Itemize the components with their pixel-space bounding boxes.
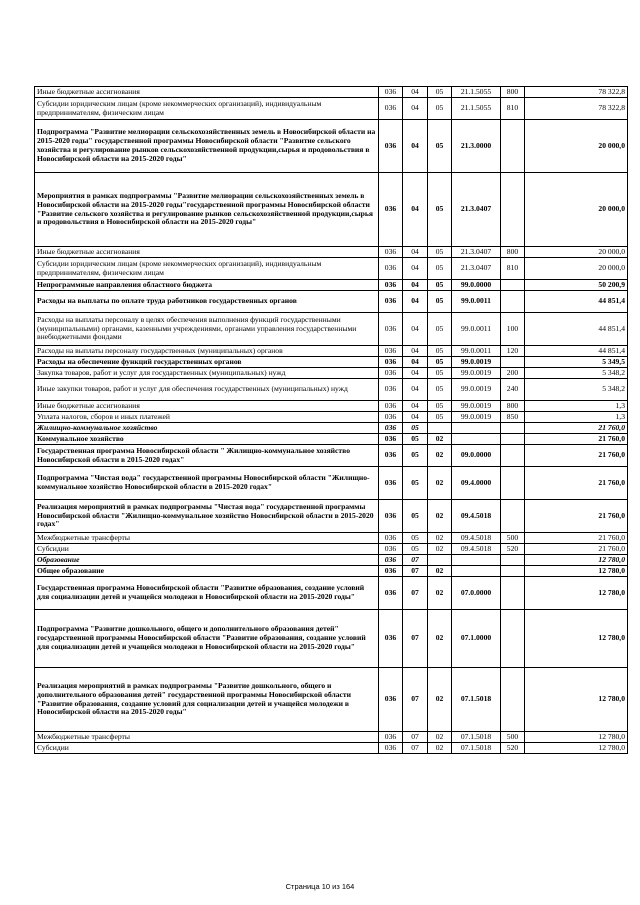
- cell-description: Субсидии юридическим лицам (кроме некоммерческих организаций), индивидуальным предпринимателям, физическим лицам: [35, 98, 379, 120]
- cell-subsection-code: 02: [428, 577, 452, 610]
- cell-amount: 21 760,0: [525, 500, 628, 533]
- cell-target-article: [452, 423, 501, 434]
- cell-section-code: 07: [403, 610, 428, 668]
- cell-amount: 50 200,9: [525, 280, 628, 291]
- table-row: [35, 500, 628, 533]
- cell-description: Жилищно-коммунальное хозяйство: [35, 423, 379, 434]
- cell-description: Реализация мероприятий в рамках подпрограммы "Чистая вода" государственной программы Новосибирской области "Жилищно-коммунальное хозяйство Новосибирской области в 2015-2020 годах": [35, 500, 379, 533]
- cell-subsection-code: 02: [428, 434, 452, 445]
- cell-subsection-code: 02: [428, 500, 452, 533]
- cell-section-code: 05: [403, 533, 428, 544]
- cell-subsection-code: 02: [428, 610, 452, 668]
- cell-description: Непрограммные направления областного бюджета: [35, 280, 379, 291]
- cell-description: Закупка товаров, работ и услуг для государственных (муниципальных) нужд: [35, 368, 379, 379]
- cell-amount: 12 780,0: [525, 743, 628, 754]
- table-row: [35, 412, 628, 423]
- cell-amount: 44 851,4: [525, 313, 628, 346]
- cell-subsection-code: 02: [428, 533, 452, 544]
- cell-department-code: 036: [379, 120, 403, 173]
- cell-target-article: 07.0.0000: [452, 577, 501, 610]
- cell-amount: 5 349,5: [525, 357, 628, 368]
- cell-description: Иные бюджетные ассигнования: [35, 87, 379, 98]
- cell-section-code: 04: [403, 346, 428, 357]
- cell-section-code: 04: [403, 379, 428, 401]
- cell-department-code: 036: [379, 500, 403, 533]
- cell-department-code: 036: [379, 247, 403, 258]
- table-row: [35, 173, 628, 247]
- cell-department-code: 036: [379, 566, 403, 577]
- cell-amount: 12 780,0: [525, 577, 628, 610]
- cell-department-code: 036: [379, 434, 403, 445]
- table-row: [35, 291, 628, 313]
- page-footer: [0, 882, 640, 891]
- cell-subsection-code: 02: [428, 445, 452, 467]
- cell-section-code: 05: [403, 423, 428, 434]
- cell-expense-type: 520: [501, 743, 525, 754]
- cell-department-code: 036: [379, 445, 403, 467]
- cell-amount: 20 000,0: [525, 173, 628, 247]
- cell-section-code: 04: [403, 247, 428, 258]
- cell-expense-type: 500: [501, 533, 525, 544]
- cell-subsection-code: [428, 423, 452, 434]
- cell-expense-type: 120: [501, 346, 525, 357]
- cell-amount: 21 760,0: [525, 445, 628, 467]
- cell-expense-type: [501, 500, 525, 533]
- cell-target-article: 99.0.0011: [452, 313, 501, 346]
- cell-target-article: 99.0.0019: [452, 368, 501, 379]
- cell-department-code: 036: [379, 467, 403, 500]
- cell-target-article: 99.0.0011: [452, 291, 501, 313]
- cell-department-code: 036: [379, 423, 403, 434]
- cell-department-code: 036: [379, 258, 403, 280]
- cell-section-code: 05: [403, 544, 428, 555]
- cell-subsection-code: 05: [428, 173, 452, 247]
- cell-expense-type: 520: [501, 544, 525, 555]
- table-row: [35, 566, 628, 577]
- cell-target-article: 09.4.5018: [452, 544, 501, 555]
- table-row: [35, 313, 628, 346]
- cell-subsection-code: 02: [428, 566, 452, 577]
- cell-section-code: 04: [403, 313, 428, 346]
- cell-section-code: 04: [403, 87, 428, 98]
- cell-department-code: 036: [379, 743, 403, 754]
- cell-target-article: 21.3.0000: [452, 120, 501, 173]
- cell-subsection-code: 05: [428, 258, 452, 280]
- table-row: [35, 743, 628, 754]
- cell-target-article: 09.4.5018: [452, 500, 501, 533]
- cell-description: Подпрограмма "Чистая вода" государственной программы Новосибирской области "Жилищно-коммунальное хозяйство Новосибирской области в 2015-2020 годах": [35, 467, 379, 500]
- cell-expense-type: 800: [501, 401, 525, 412]
- cell-target-article: 21.3.0407: [452, 247, 501, 258]
- cell-subsection-code: 05: [428, 368, 452, 379]
- cell-department-code: 036: [379, 401, 403, 412]
- cell-amount: 21 760,0: [525, 533, 628, 544]
- cell-amount: 5 348,2: [525, 379, 628, 401]
- cell-target-article: 99.0.0019: [452, 379, 501, 401]
- table-row: [35, 280, 628, 291]
- cell-department-code: 036: [379, 98, 403, 120]
- cell-amount: 78 322,8: [525, 98, 628, 120]
- cell-amount: 21 760,0: [525, 434, 628, 445]
- cell-subsection-code: [428, 555, 452, 566]
- cell-target-article: 21.3.0407: [452, 173, 501, 247]
- cell-subsection-code: 05: [428, 379, 452, 401]
- table-row: [35, 423, 628, 434]
- cell-subsection-code: 05: [428, 87, 452, 98]
- cell-description: Реализация мероприятий в рамках подпрограммы "Развитие дошкольного, общего и дополнительного образования детей" государственной программы Новосибирской области "Развитие образования, создание условий для социализации детей и учащейся молодежи в Новосибирской области на 2015-2020 годы": [35, 668, 379, 732]
- table-row: [35, 533, 628, 544]
- table-row: [35, 668, 628, 732]
- cell-section-code: 04: [403, 412, 428, 423]
- cell-description: Субсидии юридическим лицам (кроме некоммерческих организаций), индивидуальным предпринимателям, физическим лицам: [35, 258, 379, 280]
- cell-expense-type: 800: [501, 87, 525, 98]
- cell-subsection-code: 05: [428, 247, 452, 258]
- cell-subsection-code: 02: [428, 743, 452, 754]
- cell-expense-type: [501, 173, 525, 247]
- table-row: [35, 434, 628, 445]
- cell-amount: 1,3: [525, 412, 628, 423]
- cell-department-code: 036: [379, 346, 403, 357]
- cell-amount: 5 348,2: [525, 368, 628, 379]
- cell-department-code: 036: [379, 610, 403, 668]
- cell-expense-type: [501, 467, 525, 500]
- cell-department-code: 036: [379, 577, 403, 610]
- cell-amount: 20 000,0: [525, 120, 628, 173]
- cell-description: Иные закупки товаров, работ и услуг для обеспечения государственных (муниципальных) нужд: [35, 379, 379, 401]
- cell-target-article: [452, 555, 501, 566]
- cell-amount: 20 000,0: [525, 247, 628, 258]
- cell-description: Подпрограмма "Развитие мелиорации сельскохозяйственных земель в Новосибирской области на 2015-2020 годы" государственной программы Новосибирской области "Развитие сельского хозяйства и регулирование рынков сельскохозяйственной продукции,сырья и продовольствия в Новосибирской области на 2015-2020 годы": [35, 120, 379, 173]
- cell-expense-type: [501, 357, 525, 368]
- budget-table-body: [35, 87, 628, 754]
- cell-expense-type: 810: [501, 98, 525, 120]
- cell-description: Коммунальное хозяйство: [35, 434, 379, 445]
- cell-expense-type: [501, 423, 525, 434]
- cell-expense-type: 850: [501, 412, 525, 423]
- cell-department-code: 036: [379, 379, 403, 401]
- cell-department-code: 036: [379, 533, 403, 544]
- cell-subsection-code: 05: [428, 401, 452, 412]
- cell-department-code: 036: [379, 87, 403, 98]
- cell-section-code: 05: [403, 467, 428, 500]
- cell-section-code: 07: [403, 668, 428, 732]
- cell-target-article: 09.0.0000: [452, 445, 501, 467]
- cell-subsection-code: 02: [428, 544, 452, 555]
- cell-description: Государственная программа Новосибирской области "Развитие образования, создание условий для социализации детей и учащейся молодежи в Новосибирской области на 2015-2020 годы": [35, 577, 379, 610]
- cell-description: Межбюджетные трансферты: [35, 533, 379, 544]
- cell-subsection-code: 02: [428, 467, 452, 500]
- cell-expense-type: 500: [501, 732, 525, 743]
- cell-section-code: 05: [403, 500, 428, 533]
- cell-description: Государственная программа Новосибирской области " Жилищно-коммунальное хозяйство Новосибирской области в 2015-2020 годах": [35, 445, 379, 467]
- cell-subsection-code: 05: [428, 313, 452, 346]
- cell-expense-type: 100: [501, 313, 525, 346]
- cell-target-article: 99.0.0019: [452, 412, 501, 423]
- cell-target-article: 99.0.0019: [452, 357, 501, 368]
- cell-expense-type: [501, 610, 525, 668]
- cell-target-article: 21.1.5055: [452, 98, 501, 120]
- cell-amount: 78 322,8: [525, 87, 628, 98]
- cell-department-code: 036: [379, 732, 403, 743]
- cell-target-article: 21.3.0407: [452, 258, 501, 280]
- cell-amount: 44 851,4: [525, 291, 628, 313]
- table-row: [35, 247, 628, 258]
- cell-section-code: 07: [403, 732, 428, 743]
- cell-amount: 12 780,0: [525, 732, 628, 743]
- cell-target-article: 07.1.5018: [452, 668, 501, 732]
- cell-subsection-code: 02: [428, 668, 452, 732]
- cell-department-code: 036: [379, 280, 403, 291]
- cell-section-code: 04: [403, 401, 428, 412]
- cell-section-code: 05: [403, 434, 428, 445]
- cell-description: Мероприятия в рамках подпрограммы "Развитие мелиорации сельскохозяйственных земель в Новосибирской области на 2015-2020 годы"государственной программы Новосибирской области "Развитие сельского хозяйства и регулирование рынков сельскохозяйственной продукции,сырья и продовольствия в Новосибирской области на 2015-2020 годы": [35, 173, 379, 247]
- cell-description: Расходы на обеспечение функций государственных органов: [35, 357, 379, 368]
- page-number-label: Страница 10 из 164: [285, 882, 355, 891]
- cell-department-code: 036: [379, 291, 403, 313]
- cell-expense-type: [501, 291, 525, 313]
- cell-description: Образование: [35, 555, 379, 566]
- cell-subsection-code: 05: [428, 346, 452, 357]
- cell-section-code: 04: [403, 291, 428, 313]
- cell-subsection-code: 05: [428, 291, 452, 313]
- cell-expense-type: [501, 445, 525, 467]
- cell-section-code: 05: [403, 445, 428, 467]
- cell-section-code: 04: [403, 173, 428, 247]
- cell-expense-type: [501, 555, 525, 566]
- cell-expense-type: [501, 566, 525, 577]
- cell-section-code: 04: [403, 368, 428, 379]
- cell-amount: 12 780,0: [525, 566, 628, 577]
- cell-department-code: 036: [379, 313, 403, 346]
- cell-subsection-code: 02: [428, 732, 452, 743]
- table-row: [35, 610, 628, 668]
- cell-description: Субсидии: [35, 544, 379, 555]
- cell-department-code: 036: [379, 412, 403, 423]
- cell-expense-type: [501, 280, 525, 291]
- cell-target-article: 99.0.0011: [452, 346, 501, 357]
- table-row: [35, 87, 628, 98]
- table-row: [35, 98, 628, 120]
- table-row: [35, 379, 628, 401]
- cell-subsection-code: 05: [428, 98, 452, 120]
- cell-description: Субсидии: [35, 743, 379, 754]
- table-row: [35, 368, 628, 379]
- cell-amount: 21 760,0: [525, 544, 628, 555]
- cell-expense-type: 800: [501, 247, 525, 258]
- cell-subsection-code: 05: [428, 412, 452, 423]
- cell-department-code: 036: [379, 555, 403, 566]
- cell-target-article: 09.4.0000: [452, 467, 501, 500]
- cell-target-article: 09.4.5018: [452, 533, 501, 544]
- cell-description: Расходы на выплаты персоналу в целях обеспечения выполнения функций государственными (муниципальными) органами, казенными учреждениями, органами управления государственными внебюджетными фондами: [35, 313, 379, 346]
- cell-section-code: 07: [403, 566, 428, 577]
- cell-amount: 20 000,0: [525, 258, 628, 280]
- cell-description: Иные бюджетные ассигнования: [35, 247, 379, 258]
- cell-target-article: 99.0.0000: [452, 280, 501, 291]
- table-row: [35, 577, 628, 610]
- cell-section-code: 07: [403, 555, 428, 566]
- cell-description: Иные бюджетные ассигнования: [35, 401, 379, 412]
- cell-section-code: 07: [403, 577, 428, 610]
- cell-description: Расходы на выплаты персоналу государственных (муниципальных) органов: [35, 346, 379, 357]
- cell-target-article: 07.1.0000: [452, 610, 501, 668]
- cell-department-code: 036: [379, 173, 403, 247]
- cell-target-article: 07.1.5018: [452, 732, 501, 743]
- cell-section-code: 04: [403, 258, 428, 280]
- table-row: [35, 445, 628, 467]
- cell-subsection-code: 05: [428, 120, 452, 173]
- cell-subsection-code: 05: [428, 280, 452, 291]
- cell-description: Уплата налогов, сборов и иных платежей: [35, 412, 379, 423]
- table-row: [35, 467, 628, 500]
- cell-section-code: 04: [403, 120, 428, 173]
- cell-section-code: 04: [403, 98, 428, 120]
- cell-description: Межбюджетные трансферты: [35, 732, 379, 743]
- cell-expense-type: [501, 120, 525, 173]
- cell-description: Подпрограмма "Развитие дошкольного, общего и дополнительного образования детей" государственной программы Новосибирской области "Развитие образования, создание условий для социализации детей и учащейся молодежи в Новосибирской области на 2015-2020 годы": [35, 610, 379, 668]
- table-row: [35, 258, 628, 280]
- cell-department-code: 036: [379, 357, 403, 368]
- cell-department-code: 036: [379, 668, 403, 732]
- table-row: [35, 555, 628, 566]
- cell-amount: 12 780,0: [525, 610, 628, 668]
- cell-expense-type: 240: [501, 379, 525, 401]
- cell-amount: 12 780,0: [525, 555, 628, 566]
- cell-expense-type: 200: [501, 368, 525, 379]
- cell-expense-type: [501, 668, 525, 732]
- cell-amount: 21 760,0: [525, 467, 628, 500]
- cell-department-code: 036: [379, 368, 403, 379]
- table-row: [35, 357, 628, 368]
- budget-table: [34, 86, 628, 754]
- cell-target-article: 21.1.5055: [452, 87, 501, 98]
- cell-target-article: 07.1.5018: [452, 743, 501, 754]
- cell-department-code: 036: [379, 544, 403, 555]
- cell-subsection-code: 05: [428, 357, 452, 368]
- cell-target-article: [452, 434, 501, 445]
- cell-target-article: 99.0.0019: [452, 401, 501, 412]
- cell-expense-type: 810: [501, 258, 525, 280]
- cell-amount: 12 780,0: [525, 668, 628, 732]
- cell-amount: 1,3: [525, 401, 628, 412]
- table-row: [35, 401, 628, 412]
- cell-section-code: 04: [403, 280, 428, 291]
- cell-amount: 44 851,4: [525, 346, 628, 357]
- cell-section-code: 07: [403, 743, 428, 754]
- cell-section-code: 04: [403, 357, 428, 368]
- table-row: [35, 346, 628, 357]
- cell-amount: 21 760,0: [525, 423, 628, 434]
- cell-expense-type: [501, 434, 525, 445]
- cell-expense-type: [501, 577, 525, 610]
- table-row: [35, 732, 628, 743]
- cell-description: Расходы на выплаты по оплате труда работников государственных органов: [35, 291, 379, 313]
- cell-target-article: [452, 566, 501, 577]
- cell-description: Общее образование: [35, 566, 379, 577]
- table-row: [35, 544, 628, 555]
- table-row: [35, 120, 628, 173]
